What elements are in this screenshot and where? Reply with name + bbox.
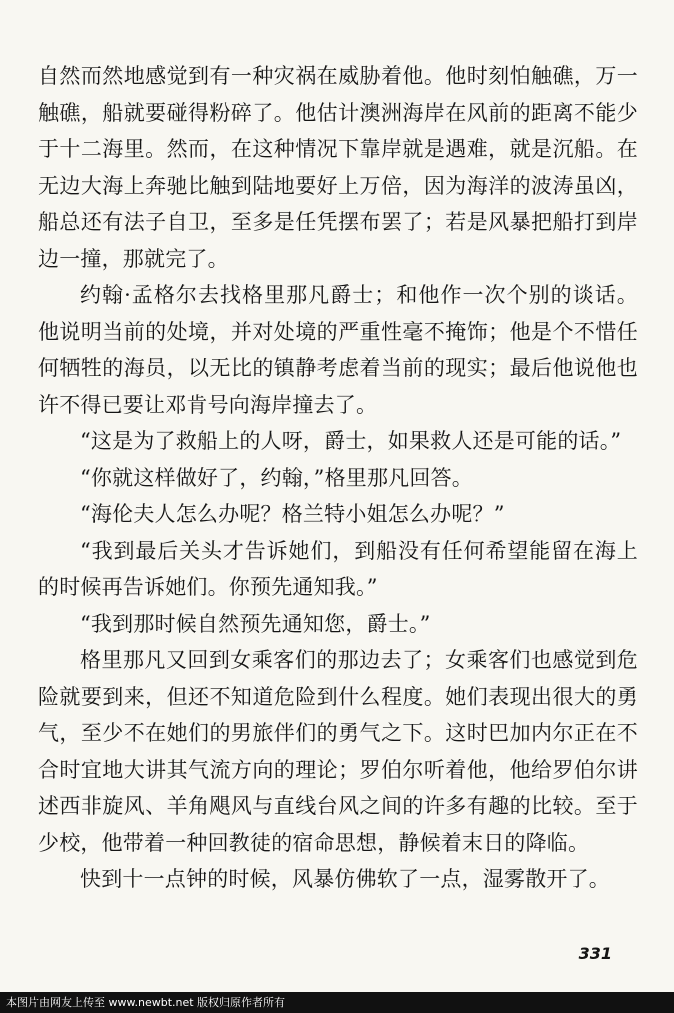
paragraph: 约翰·孟格尔去找格里那凡爵士；和他作一次个别的谈话。他说明当前的处境，并对处境的严重性毫不掩饰；他是个不惜任何牺牲的海员，以无比的镇静考虑着当前的现实；最后他说他也许不得已要让邓肯号向海岸撞去了。: [38, 283, 638, 417]
paragraph: “你就这样做好了，约翰，”格里那凡回答。: [80, 465, 473, 490]
page-number: 331: [578, 944, 612, 963]
paragraph: “这是为了救船上的人呀，爵士，如果救人还是可能的话。”: [80, 429, 622, 453]
paragraph: “海伦夫人怎么办呢？格兰特小姐怎么办呢？”: [80, 502, 505, 526]
paragraph: 快到十一点钟的时候，风暴仿佛软了一点，湿雾散开了。: [80, 867, 610, 891]
paragraph: 自然而然地感觉到有一种灾祸在威胁着他。他时刻怕触礁，万一触礁，船就要碰得粉碎了。他估计澳洲海岸在风前的距离不能少于十二海里。然而，在这种情况下靠岸就是遇难，就是沉船。在无边大海上奔驰比触到陆地要好上万倍，因为海洋的波涛虽凶，船总还有法子自卫，至多是任凭摆布罢了；若是风暴把船打到岸边一撞，那就完了。: [38, 64, 638, 271]
paragraph: “我到最后关头才告诉她们，到船没有任何希望能留在海上的时候再告诉她们。你预先通知我。”: [38, 538, 638, 599]
watermark-footer: 本图片由网友上传至 www.newbt.net 版权归原作者所有: [0, 992, 674, 1013]
paragraph: 格里那凡又回到女乘客们的那边去了；女乘客们也感觉到危险就要到来，但还不知道危险到什么程度。她们表现出很大的勇气，至少不在她们的男旅伴们的勇气之下。这时巴加内尔正在不合时宜地大讲其气流方向的理论；罗伯尔听着他，他给罗伯尔讲述西非旋风、羊角飓风与直线台风之间的许多有趣的比较。至于少校，他带着一种回教徒的宿命思想，静候着末日的降临。: [38, 648, 638, 855]
body-text: [38, 58, 638, 898]
paragraph: “我到那时候自然预先通知您，爵士。”: [80, 611, 431, 636]
